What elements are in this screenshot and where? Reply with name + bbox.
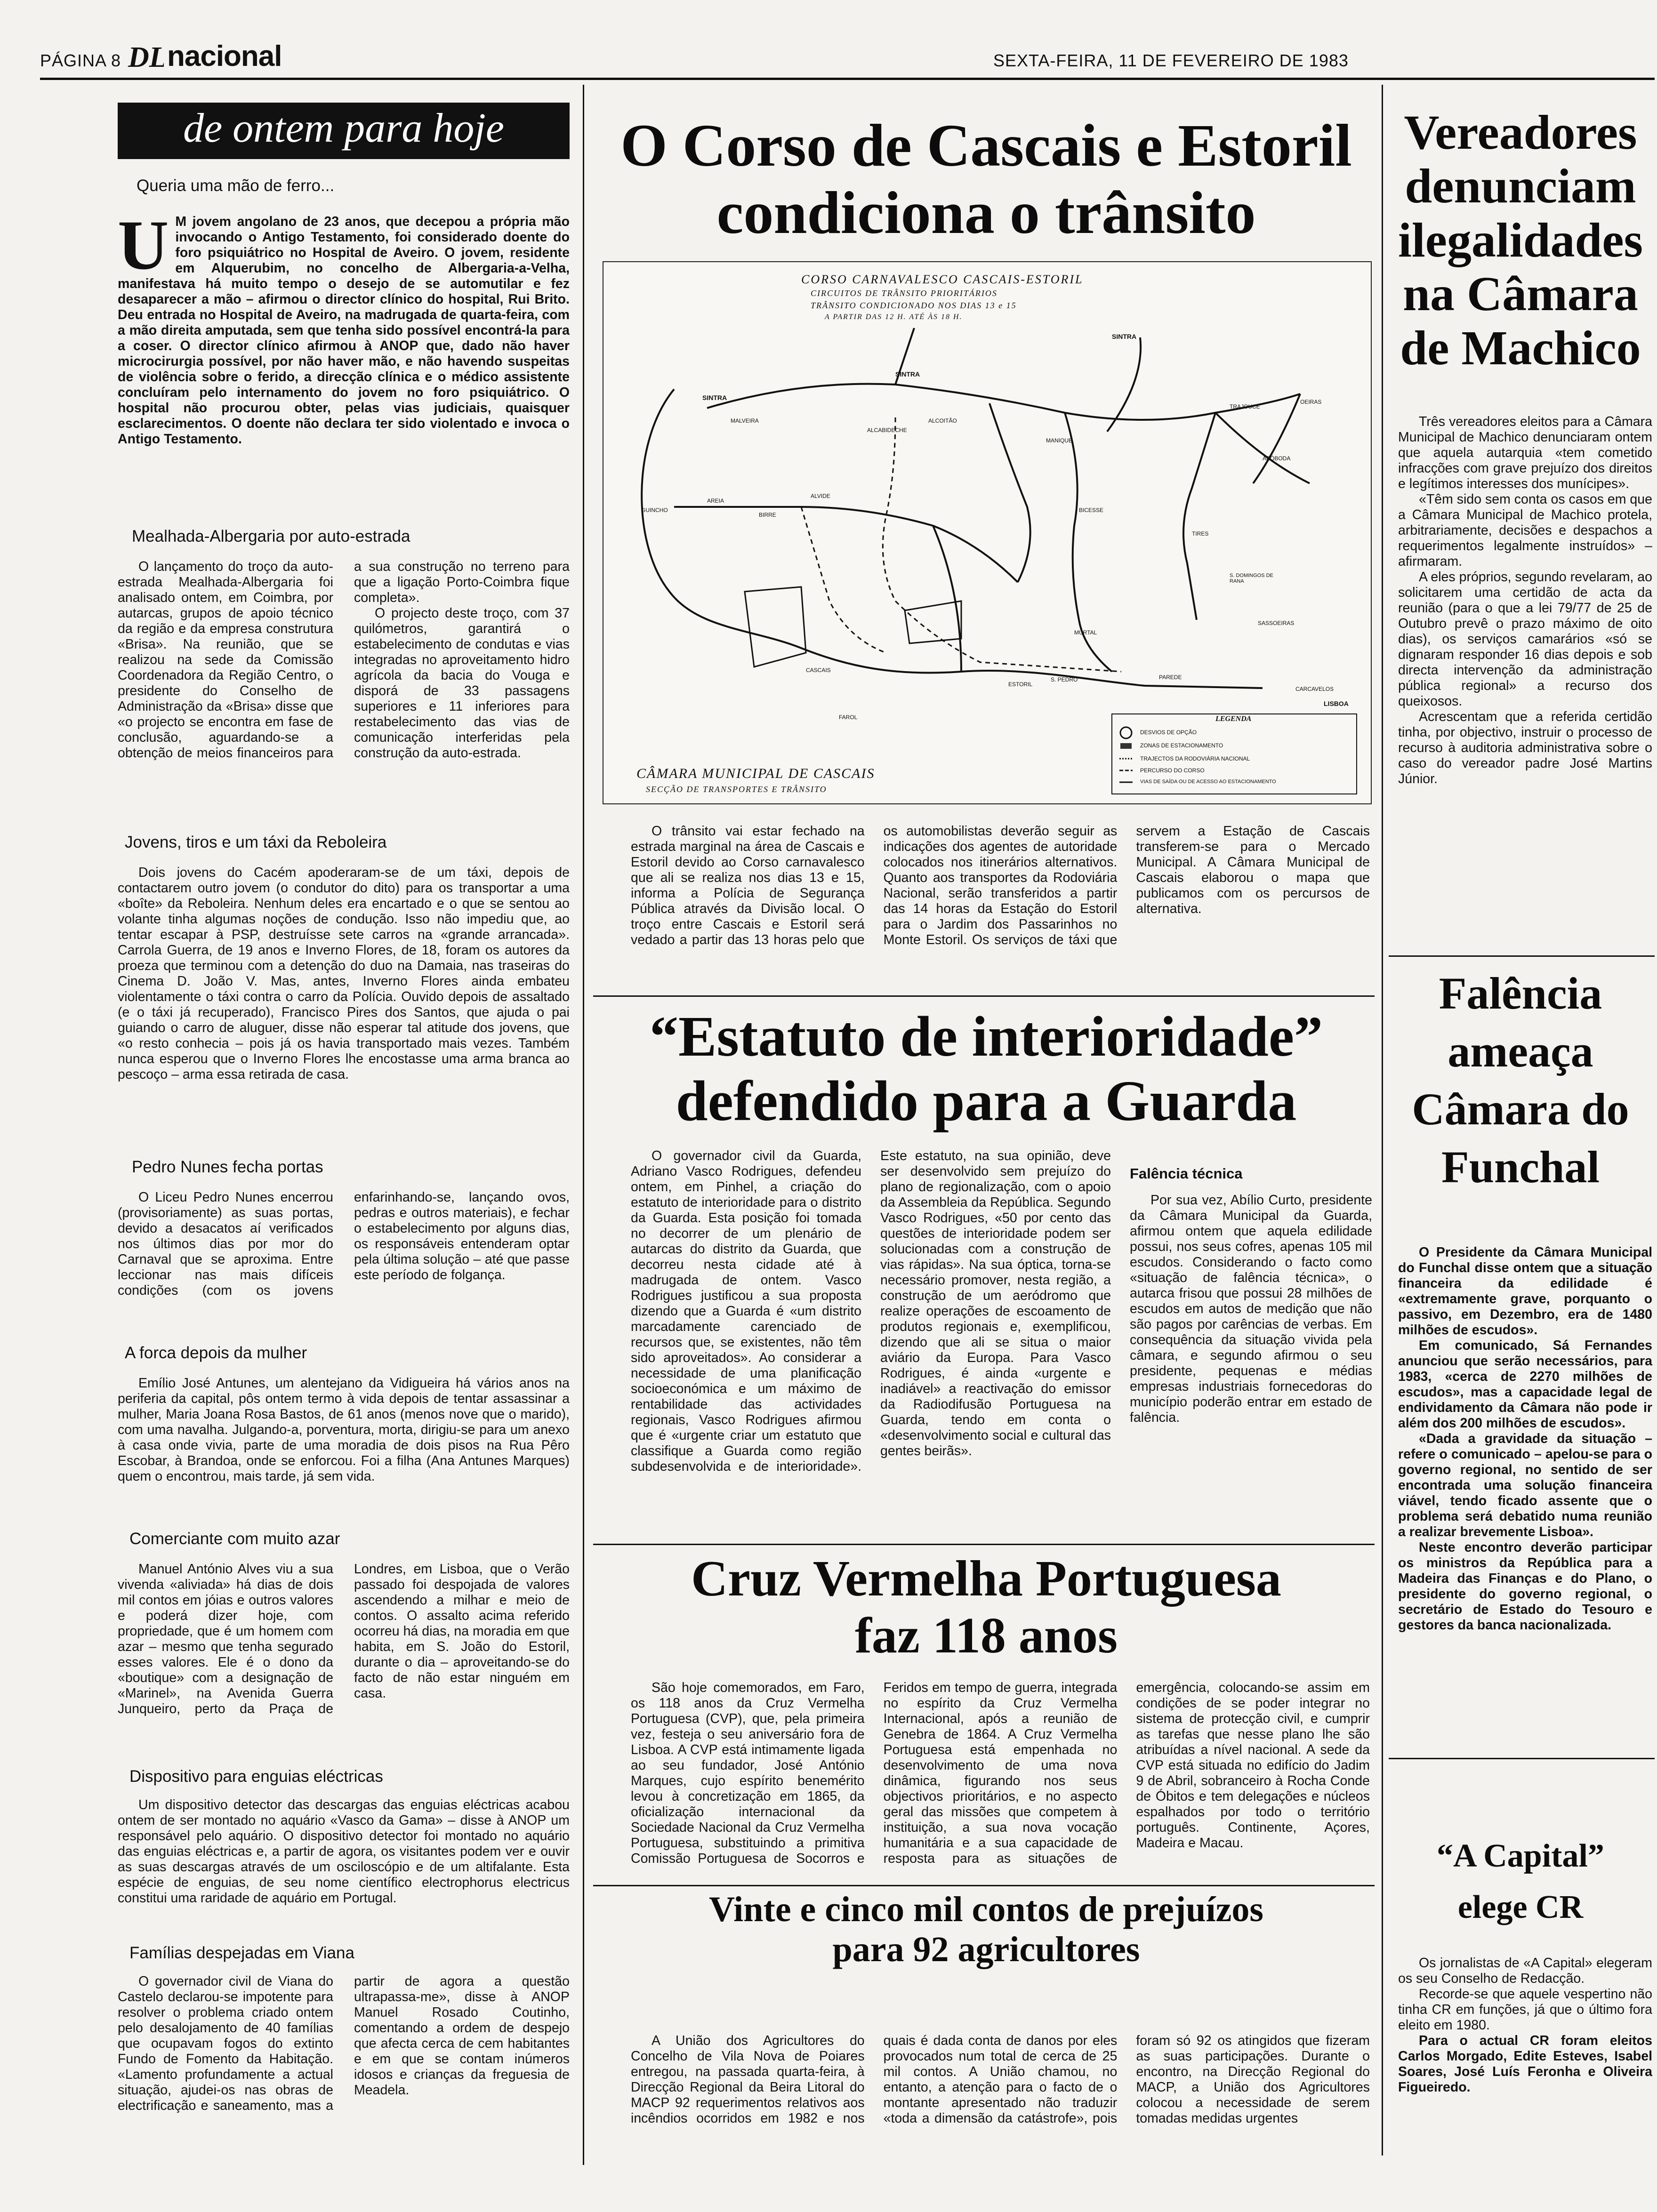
paragraph: O lançamento do troço da auto-estrada Mealhada-Albergaria foi analisado ontem, em Coimbra, por autarcas, grupos de apoio técnico da região e da empresa construtura «Brisa». Na reunião, que se realizou na sede da Comissão Coordenadora da Região Centro, o presidente do Conselho de Administração da «Brisa» disse que «o projecto se encontra em fase de conclusão, aguardando-se a obtenção de meios financeiros para a sua construção no terreno para que a ligação Porto-Coimbra fique completa». [118,559,570,761]
map-place: SINTRA [702,394,727,401]
rule-cruz [593,1544,1375,1545]
map-place: SASSOEIRAS [1258,620,1295,626]
map-place: CASCAIS [806,667,831,673]
corso-body [631,824,1370,948]
section-title-jovens: Jovens, tiros e um táxi da Reboleira [125,833,387,851]
section-enguias [118,1767,570,1906]
map-parking-zone [905,601,961,643]
map-place: OEIRAS [1300,399,1322,405]
paragraph: Neste encontro deverão participar os ministros da República para a Madeira das Finanças e do Plano, o presidente do governo regional, o secretário de Estado do Tesouro e gestores da banca nacionalizada. [1398,1540,1652,1633]
section-comerciante [118,1530,570,1717]
section-title-queria: Queria uma mão de ferro... [137,176,335,195]
vereadores-body [1398,414,1652,787]
paragraph: Por sua vez, Abílio Curto, presidente da Câmara Municipal da Guarda, afirmou ontem que aquela edilidade possui, nos seus cofres, apenas 105 mil escudos. Considerando o facto como «situação de falência técnica», o autarca frisou que possui 28 milhões de escudos em autos de medição que não são pagos por carências de verbas. Em consequência da situação vivida pela câmara, e segundo afirmou o seu presidente, pequenas e médias empresas industriais fornecedoras do município poderão entrar em estado de falência. [1130,1193,1372,1425]
left-column-divider [583,85,584,2165]
map-legend-item: ZONAS DE ESTACIONAMENTO [1140,742,1223,749]
map-place: ESTORIL [1008,681,1033,688]
section-body-jovens [118,865,570,1082]
section-queria [118,176,570,447]
map-place: ABÓBODA [1263,455,1291,462]
headline-falencia: Falência ameaça Câmara do Funchal [1412,968,1629,1192]
headline-cruz: Cruz Vermelha Portuguesa faz 118 anos [691,1551,1281,1664]
map-credit: CÂMARA MUNICIPAL DE CASCAIS [636,766,875,781]
map-legend-item: DESVIOS DE OPÇÃO [1140,729,1197,736]
section-title-mealhada: Mealhada-Albergaria por auto-estrada [132,527,410,545]
headline-vereadores: Vereadores denunciam ilegalidades na Câmara de Machico [1398,105,1643,375]
section-forca [118,1344,570,1484]
rule-capital [1389,1758,1655,1759]
paragraph: O projecto deste troço, com 37 quilómetros, garantirá o estabelecimento de condutas e vias integradas no aproveitamento hidro agrícola da bacia do Vouga e disporá de 33 passagens superiores e 11 inferiores para restabelecimento das vias de comunicação interferidas pela construção da auto-estrada. [354,606,570,761]
section-title-enguias: Dispositivo para enguias eléctricas [129,1767,383,1786]
map-title: CORSO CARNAVALESCO CASCAIS-ESTORIL [801,272,1084,286]
capital-body [1398,1956,1652,2095]
map-road [1253,394,1300,483]
banner-title: de ontem para hoje [183,105,504,151]
map-place: MANIQUE [1046,437,1073,444]
paragraph: O Presidente da Câmara Municipal do Funchal disse ontem que a situação financeira da edilidade é «extremamente grave, porquanto o passivo, em Dezembro, era de 1480 milhões de escudos». [1398,1245,1652,1338]
map-legend-symbol [1120,743,1132,749]
section-body-comerciante [118,1562,570,1717]
falencia-body [1398,1245,1652,1633]
map-subtitle: TRÂNSITO CONDICIONADO NOS DIAS 13 e 15 [811,301,1017,310]
map-corso-route [801,507,886,653]
estatuto-body [631,1148,1111,1475]
text-queria: M jovem angolano de 23 anos, que decepou a própria mão invocando o Antigo Testamento, foi considerado doente do foro psiquiátrico no Hospital de Aveiro. O jovem, residente em Alquerubim, no concelho de Albergaria-a-Velha, manifestava há muito tempo o desejo de se automutilar e fez desaparecer a mão – afirmou o director clínico do hospital, Rui Brito. Deu entrada no Hospital de Aveiro, na madrugada de quarta-feira, com a mão direita amputada, sem que tenha sido possível encontrá-la para a coser. O director clínico afirmou à ANOP que, dado não haver microcirurgia possível, por não haver mão, e não havendo suspeitas de violência sobre o ferido, a direcção clínica e o médico assistente concluíram pelo internamento do jovem no foro psiquiátrico. O hospital não procurou obter, pelas vias judiciais, quaisquer esclarecimentos. O doente não declara ter sido violentado e invoca o Antigo Testamento. [118,214,570,447]
logo-icon [126,41,164,72]
map-legend-item: TRAJECTOS DA RODOVIÁRIA NACIONAL [1140,755,1250,762]
paragraph: «Dada a gravidade da situação – refere o comunicado – apelou-se para o governo regional, no sentido de ser encontrada uma solução financeira viável, tendo ficado assente que o problema será debatido numa reunião a realizar brevemente Lisboa». [1398,1431,1652,1539]
section-title: nacional [167,40,282,72]
rule-estatuto [593,995,1375,997]
map-legend-symbol [1120,727,1132,738]
page-number: PÁGINA 8 [40,51,121,70]
section-mealhada [118,527,570,761]
map-place: MALVEIRA [731,417,759,424]
estatuto-col3 [1130,1148,1372,1426]
rule-falencia [1389,955,1655,957]
map-place: SINTRA [895,370,920,378]
map-road [707,384,1300,420]
paragraph: Dois jovens do Cacém apoderaram-se de um táxi, depois de contactarem outro jovem (o condutor do dito) para os transportar a uma «boîte» da Reboleira. Nenhum deles era encartado e o que se sentou ao volante tinha algumas noções de condução. Isso não impediu que, ao tentar escapar à PSP, destruísse sete carros na «grande arrancada». Carrola Guerra, de 19 anos e Inverno Flores, de 18, foram os autores da proeza que terminou com a detenção do duo na Damaia, nas traseiras do Cinema D. João V. Mas, antes, Inverno Flores ainda embateu violentamente o táxi contra o carro da Polícia. Ouvido depois de assaltado (e o táxi já recuperado), Francisco Pires dos Santos, que ajuda o pai guiando o carro de aluguer, disse não esperar tal atitude dos jovens, que «o resto conhecia – pois já os havia transportado mais vezes. Também nunca esperou que o Inverno Flores lhe encostasse uma arma branca ao pescoço – arma essa retirada de casa. [118,865,570,1082]
header-rule [40,78,1655,80]
paragraph: O governador civil de Viana do Castelo declarou-se impotente para resolver o problema criado ontem pelo desalojamento de 40 famílias que ocupavam fogos do extinto Fundo de Fomento da Habitação. «Lamento profundamente a actual situação, ajudei-os nas obras de electrificação e saneamento, mas a partir de agora a questão ultrapassa-me», disse à ANOP Manuel Rosado Coutinho, comentando a ordem de despejo que afecta cerca de cem habitantes e em que se contam inúmeros idosos e crianças da freguesia de Meadela. [118,1974,570,2113]
map-place: FAROL [839,714,858,721]
section-body-enguias [118,1797,570,1906]
map-parking-zone [745,587,806,667]
right-column-divider [1382,85,1383,2156]
map-legend-title: LEGENDA [1215,715,1252,723]
map-place: BIRRE [759,512,776,518]
paragraph: São hoje comemorados, em Faro, os 118 anos da Cruz Vermelha Portuguesa (CVP), que, pela primeira vez, festeja o seu aniversário fora de Lisboa. A CVP está intimamente ligada ao seu fundador, José António Marques, cujo espírito benemérito levou à concretização em 1865, da oficialização internacional da Sociedade Nacional da Cruz Vermelha Portuguesa, substituindo a primitiva Comissão Portuguesa de Socorros e Feridos em tempo de guerra, integrada no espírito da Cruz Vermelha Internacional, após a reunião de Genebra de 1864. A Cruz Vermelha Portuguesa está empenhada no desenvolvimento de uma nova dinâmica, figurando nos seus objectivos prioritários, e no aspecto geral das missões que competem à instituição, a sua nova vocação humanitária e a sua capacidade de resposta para as situações de emergência, colocando-se assim em condições de se poder integrar no sistema de protecção civil, e cumprir as tarefas que nesse plano lhe são atribuídas a nível nacional. A sede da CVP está situada no edifício do Jadim 9 de Abril, sobranceiro à Rocha Conde de Óbitos e tem delegações e núcleos espalhados por todo o território português. Continente, Açores, Madeira e Macau. [631,1680,1370,1866]
estatuto-body-2 [1130,1193,1372,1426]
cruz-body [631,1680,1370,1867]
section-body-queria [118,206,570,447]
section-body-pedro-nunes [118,1190,570,1298]
map-credit: SECÇÃO DE TRANSPORTES E TRÂNSITO [646,785,827,794]
map-place: GUINCHO [641,507,668,513]
paragraph: Recorde-se que aquele vespertino não tinha CR em funções, já que o último fora eleito em 1980. [1398,1987,1652,2033]
map-road [1215,413,1310,483]
map-place: SINTRA [1112,333,1137,340]
map-subtitle: CIRCUITOS DE TRÂNSITO PRIORITÁRIOS [811,289,997,298]
vinte-body [631,2033,1370,2126]
map-graphic [603,262,1371,803]
map-place: TRAJOUCE [1230,403,1260,410]
section-pedro-nunes [118,1158,570,1298]
map-place: TIRES [1192,530,1209,537]
map-place: PAREDE [1159,674,1182,681]
map-place: ALCABIDECHE [867,427,907,433]
paragraph: A eles próprios, segundo revelaram, ao solicitarem uma certidão de acta da reunião (para o que a lei 79/77 de 25 de Outubro prevê o prazo máximo de oito dias), os serviços camarários «só se dignaram responder 16 dias depois e sob directa intervenção da administração pública regional» a recurso dos queixosos. [1398,569,1652,709]
paragraph: Três vereadores eleitos para a Câmara Municipal de Machico denunciaram ontem que aquela autarquia «tem cometido infracções com grave prejuízo dos direitos e legítimos interesses dos munícipes». [1398,414,1652,491]
map-legend-item: PERCURSO DO CORSO [1140,767,1205,774]
section-title-forca: A forca depois da mulher [125,1344,307,1362]
dropcap: U [118,206,169,284]
paragraph: Acrescentam que a referida certidão tinha, por objectivo, instruir o processo de recurso à auditoria administrativa sobre o caso do vereador padre José Martins Júnior. [1398,709,1652,786]
paragraph: «Têm sido sem conta os casos em que a Câmara Municipal de Machico protela, arbitrariamente, decisões e despachos a requerimentos legalmente instruídos» – afirmaram. [1398,492,1652,569]
paragraph: O Liceu Pedro Nunes encerrou (provisoriamente) as suas portas, devido a desacatos aí verificados nos últimos dias por mor do Carnaval que se aproxima. Entre leccionar nas mais difíceis condições (com os jovens enfarinhando-se, lançando ovos, pedras e outros materiais), e fechar o estabelecimento por alguns dias, os responsáveis entenderam optar pela última solução – até que passe este período de folgança. [118,1190,570,1298]
section-title-pedro-nunes: Pedro Nunes fecha portas [132,1158,323,1176]
section-title-viana: Famílias despejadas em Viana [129,1944,354,1962]
paragraph: O governador civil da Guarda, Adriano Vasco Rodrigues, defendeu ontem, em Pinhel, a criação do estatuto de interioridade para o distrito da Guarda. Esta posição foi tomada no decorrer de um plenário de autarcas do distrito da Guarda, que decorreu nesta cidade até à madrugada de ontem. Vasco Rodrigues justificou a sua proposta dizendo que a Guarda é «um distrito marcadamente carenciado de recursos que, se existentes, não têm sido aproveitados». Ao considerar a necessidade de uma planificação socioeconómica e um máximo de rentabilidade das actividades regionais, Vasco Rodrigues afirmou que é «urgente criar um estatuto que classifique a Guarda como região subdesenvolvida e de interioridade». Este estatuto, na sua opinião, deve ser desenvolvido sem prejuízo do plano de regionalização, com o apoio da Assembleia da República. Segundo Vasco Rodrigues, «50 por cento das questões de interioridade podem ser solucionadas com a construção de vias rápidas». Na sua óptica, torna-se necessário promover, nesta região, a construção de um aeródromo que realize operações de escoamento de produtos regionais e, exemplificou, dizendo que ali se situa o maior aviário da Europa. Para Vasco Rodrigues, é ainda «urgente e inadiável» a reactivação do emissor da Radiodifusão Portuguesa na Guarda, tendo em conta o «desenvolvimento social e cultural das gentes beirãs». [631,1148,1111,1474]
section-title-comerciante: Comerciante com muito azar [129,1530,340,1548]
paragraph: Os jornalistas de «A Capital» elegeram os seu Conselho de Redacção. [1398,1956,1652,1986]
map-subtitle: A PARTIR DAS 12 H. ATÉ ÀS 18 H. [825,313,963,321]
section-body-forca [118,1376,570,1484]
paragraph: O trânsito vai estar fechado na estrada marginal na área de Cascais e Estoril devido ao Corso carnavalesco que ali se realiza nos dias 13 e 15, informa a Polícia de Segurança Pública através da Divisão local. O troço entre Cascais e Estoril será vedado a partir das 13 horas pelo que os automobilistas deverão seguir as indicações dos agentes de autoridade colocados nos itinerários alternativos. Quanto aos transportes da Rodoviária Nacional, serão transferidos a partir das 14 horas da Estação do Estoril para o Jardim dos Passarinhos no Monte Estoril. Os serviços de táxi que servem a Estação de Cascais transferem-se para o Mercado Municipal. A Câmara Municipal de Cascais elaborou o mapa que publicamos com os percursos de alternativa. [631,824,1370,947]
map-place: AREIA [707,497,724,504]
map-place: ALCOITÃO [928,417,957,424]
svg-text:DL: DL [128,41,164,72]
section-viana [118,1944,570,2114]
subhead-falencia-tecnica: Falência técnica [1130,1165,1243,1182]
map-place: S. PEDRO [1051,676,1078,683]
map-place: CARCAVELOS [1295,686,1334,692]
paragraph: Manuel António Alves viu a sua vivenda «aliviada» há dias de dois mil contos em jóias e outros valores e poderá dizer hoje, com propriedade, que é um homem com azar – mesmo que tenha segurado esses valores. Ele é o dono da «boutique» com a designação de «Marinel», na Avenida Guerra Junqueiro, perto da Praça de Londres, em Lisboa, que o Verão passado foi despojada de valores ascendendo a milhar e meio de contos. O assalto acima referido ocorreu há dias, na moradia em que habita, em S. João do Estoril, durante o dia – aproveitando-se do facto de não estar ninguém em casa. [118,1562,570,1716]
banner [118,103,570,159]
paragraph: Emílio José Antunes, um alentejano da Vidigueira há vários anos na periferia da capital, pôs ontem termo à vida depois de tentar assassinar a mulher, Maria Joana Rosa Bastos, de 61 anos (menos nove que o marido), com uma navalha. Julgando-a, porventura, morta, dirigiu-se para um anexo à casa onde vivia, parte de uma moradia de dois pisos na Rua Pêro Escobar, à Brandoa, onde se enforcou. Foi a filha (Ana Antunes Marques) quem o encontrou, mais tarde, já sem vida. [118,1376,570,1484]
paragraph: A União dos Agricultores do Concelho de Vila Nova de Poiares entregou, na passada quarta-feira, à Direcção Regional da Beira Litoral do MACP 92 requerimentos relativos aos incêndios ocorridos em 1982 e nos quais é dada conta de danos por eles provocados num total de cerca de 25 mil contos. A União chamou, no entanto, a atenção para o facto de o montante apresentado não traduzir «toda a dimensão da catástrofe», pois foram só 92 os atingidos que fizeram as suas participações. Durante o encontro, na Direcção Regional do MACP, a União dos Agricultores colocou a necessidade de serem tomadas medidas urgentes [631,2033,1370,2126]
map-road [1107,337,1141,432]
map-figure [603,261,1372,804]
paragraph: Em comunicado, Sá Fernandes anunciou que serão necessários, para 1983, «cerca de 2270 milhões de escudos», mas a capacidade legal de endividamento da Câmara não pode ir além dos 200 milhões de escudos». [1398,1338,1652,1431]
headline-estatuto: “Estatuto de interioridade” defendido para a Guarda [649,1005,1323,1133]
headline-capital: “A Capital” elege CR [1437,1838,1604,1925]
map-coastline [642,389,1263,688]
rule-vinte [593,1885,1375,1886]
map-place: MURTAL [1074,629,1097,636]
paragraph: Um dispositivo detector das descargas das enguias eléctricas acabou ontem de ser montado no aquário «Vasco da Gama» – disse à ANOP um responsável pelo aquário. O dispositivo detector foi montado no aquário das enguias eléctricas e, a partir de agora, os visitantes podem ver e ouvir as suas descargas através de um osciloscópio e de um altifalante. Esta espécie de enguias, de seu nome científico electrophorus electricus constitui uma raridade de aquário em Portugal. [118,1797,570,1906]
paragraph: Para o actual CR foram eleitos Carlos Morgado, Edite Esteves, Isabel Soares, José Luís Feronha e Oliveira Figueiredo. [1398,2033,1652,2095]
headline-vinte: Vinte e cinco mil contos de prejuízos para 92 agricultores [709,1890,1263,1970]
map-road [1183,413,1215,620]
section-body-viana [118,1974,570,2114]
map-place: BICESSE [1079,507,1104,513]
map-place: LISBOA [1324,700,1349,707]
map-road [674,507,1018,582]
headline-corso: O Corso de Cascais e Estoril condiciona o trânsito [620,112,1352,247]
map-place: ALVIDE [811,493,830,499]
page-date: SEXTA-FEIRA, 11 DE FEVEREIRO DE 1983 [993,51,1349,70]
section-jovens [118,833,570,1082]
map-road [989,403,1030,582]
section-body-mealhada [118,559,570,761]
map-legend-item: VIAS DE SAÍDA OU DE ACESSO AO ESTACIONAMENTO [1140,779,1276,785]
map-place: S. DOMINGOS DE RANA [1230,573,1273,584]
